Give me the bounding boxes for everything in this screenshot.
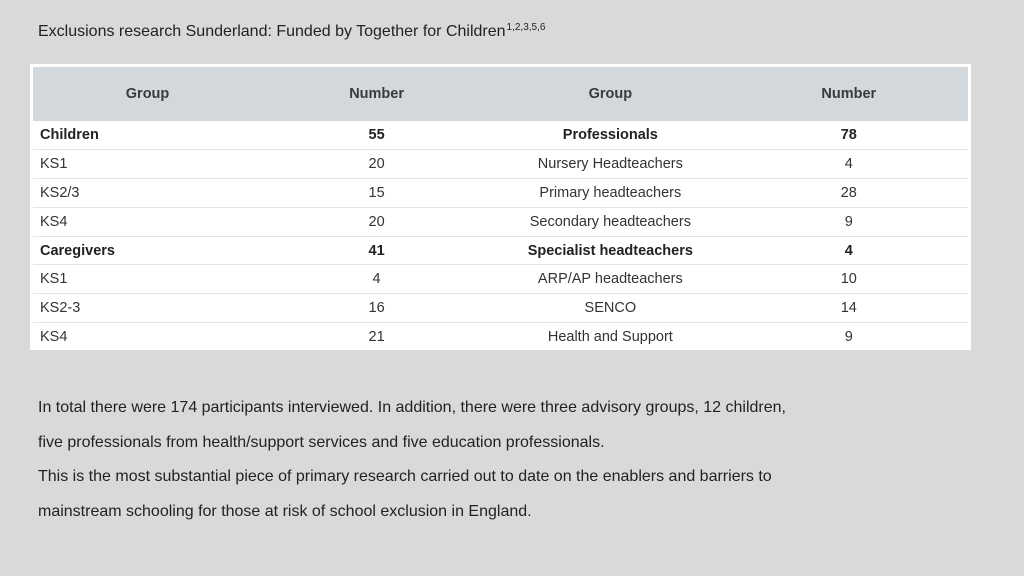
table-row (33, 294, 968, 323)
cell-group-2: Specialist headteachers (491, 236, 729, 265)
header-group-1: Group (33, 67, 262, 121)
cell-number-2: 9 (844, 329, 853, 346)
cell-number-2: 14 (730, 294, 968, 323)
header-number-2: Number (730, 67, 968, 121)
table-row (33, 149, 968, 178)
table-header (33, 67, 968, 121)
table-row (33, 323, 968, 351)
table-body (33, 121, 968, 351)
table-row (33, 236, 968, 265)
cell-group-1: Caregivers (33, 236, 262, 265)
page-title (38, 22, 545, 41)
title-superscript: 1,2,3,5,6 (506, 22, 546, 33)
participants-table (33, 67, 968, 351)
cell-group-2: Nursery Headteachers (491, 149, 729, 178)
participants-table-container (30, 64, 971, 350)
cell-number-1: 21 (368, 329, 385, 346)
cell-group-2: Secondary headteachers (491, 207, 729, 236)
table-row (33, 207, 968, 236)
cell-number-2: 10 (730, 265, 968, 294)
paragraph-line-3: This is the most substantial piece of primary research carried out to date on the enablers and barriers to (38, 468, 772, 485)
cell-number-2: 4 (730, 149, 968, 178)
cell-number-1: 4 (262, 265, 491, 294)
table-row (33, 178, 968, 207)
header-row (33, 67, 968, 121)
cell-number-2: 78 (730, 121, 968, 149)
paragraph-line-4: mainstream schooling for those at risk of school exclusion in England. (38, 503, 532, 520)
cell-group-1: KS4 (33, 207, 262, 236)
cell-number-1: 41 (262, 236, 491, 265)
header-group-2: Group (491, 67, 729, 121)
cell-group-2: Professionals (491, 121, 729, 149)
paragraph-line-1: In total there were 174 participants interviewed. In addition, there were three advisory groups, 12 children, (38, 399, 786, 416)
cell-group-1: KS2-3 (33, 294, 262, 323)
cell-group-2: ARP/AP headteachers (491, 265, 729, 294)
cell-number-1: 55 (262, 121, 491, 149)
cell-group-1: Children (33, 121, 262, 149)
title-text: Exclusions research Sunderland: Funded by Together for Children (38, 23, 506, 40)
header-number-1: Number (262, 67, 491, 121)
table-row (33, 265, 968, 294)
cell-number-1: 20 (262, 207, 491, 236)
cell-number-2: 9 (730, 207, 968, 236)
table-row (33, 121, 968, 149)
cell-group-1: KS1 (33, 149, 262, 178)
cell-group-1: KS4 (40, 329, 68, 346)
cell-number-1: 16 (262, 294, 491, 323)
cell-number-1: 20 (262, 149, 491, 178)
cell-group-2: Primary headteachers (491, 178, 729, 207)
cell-number-2: 4 (730, 236, 968, 265)
cell-group-2: SENCO (491, 294, 729, 323)
cell-group-2: Health and Support (547, 329, 673, 346)
cell-group-1: KS1 (33, 265, 262, 294)
paragraph-line-2: five professionals from health/support services and five education professionals. (38, 434, 605, 451)
cell-number-1: 15 (262, 178, 491, 207)
cell-number-2: 28 (730, 178, 968, 207)
cell-group-1: KS2/3 (33, 178, 262, 207)
